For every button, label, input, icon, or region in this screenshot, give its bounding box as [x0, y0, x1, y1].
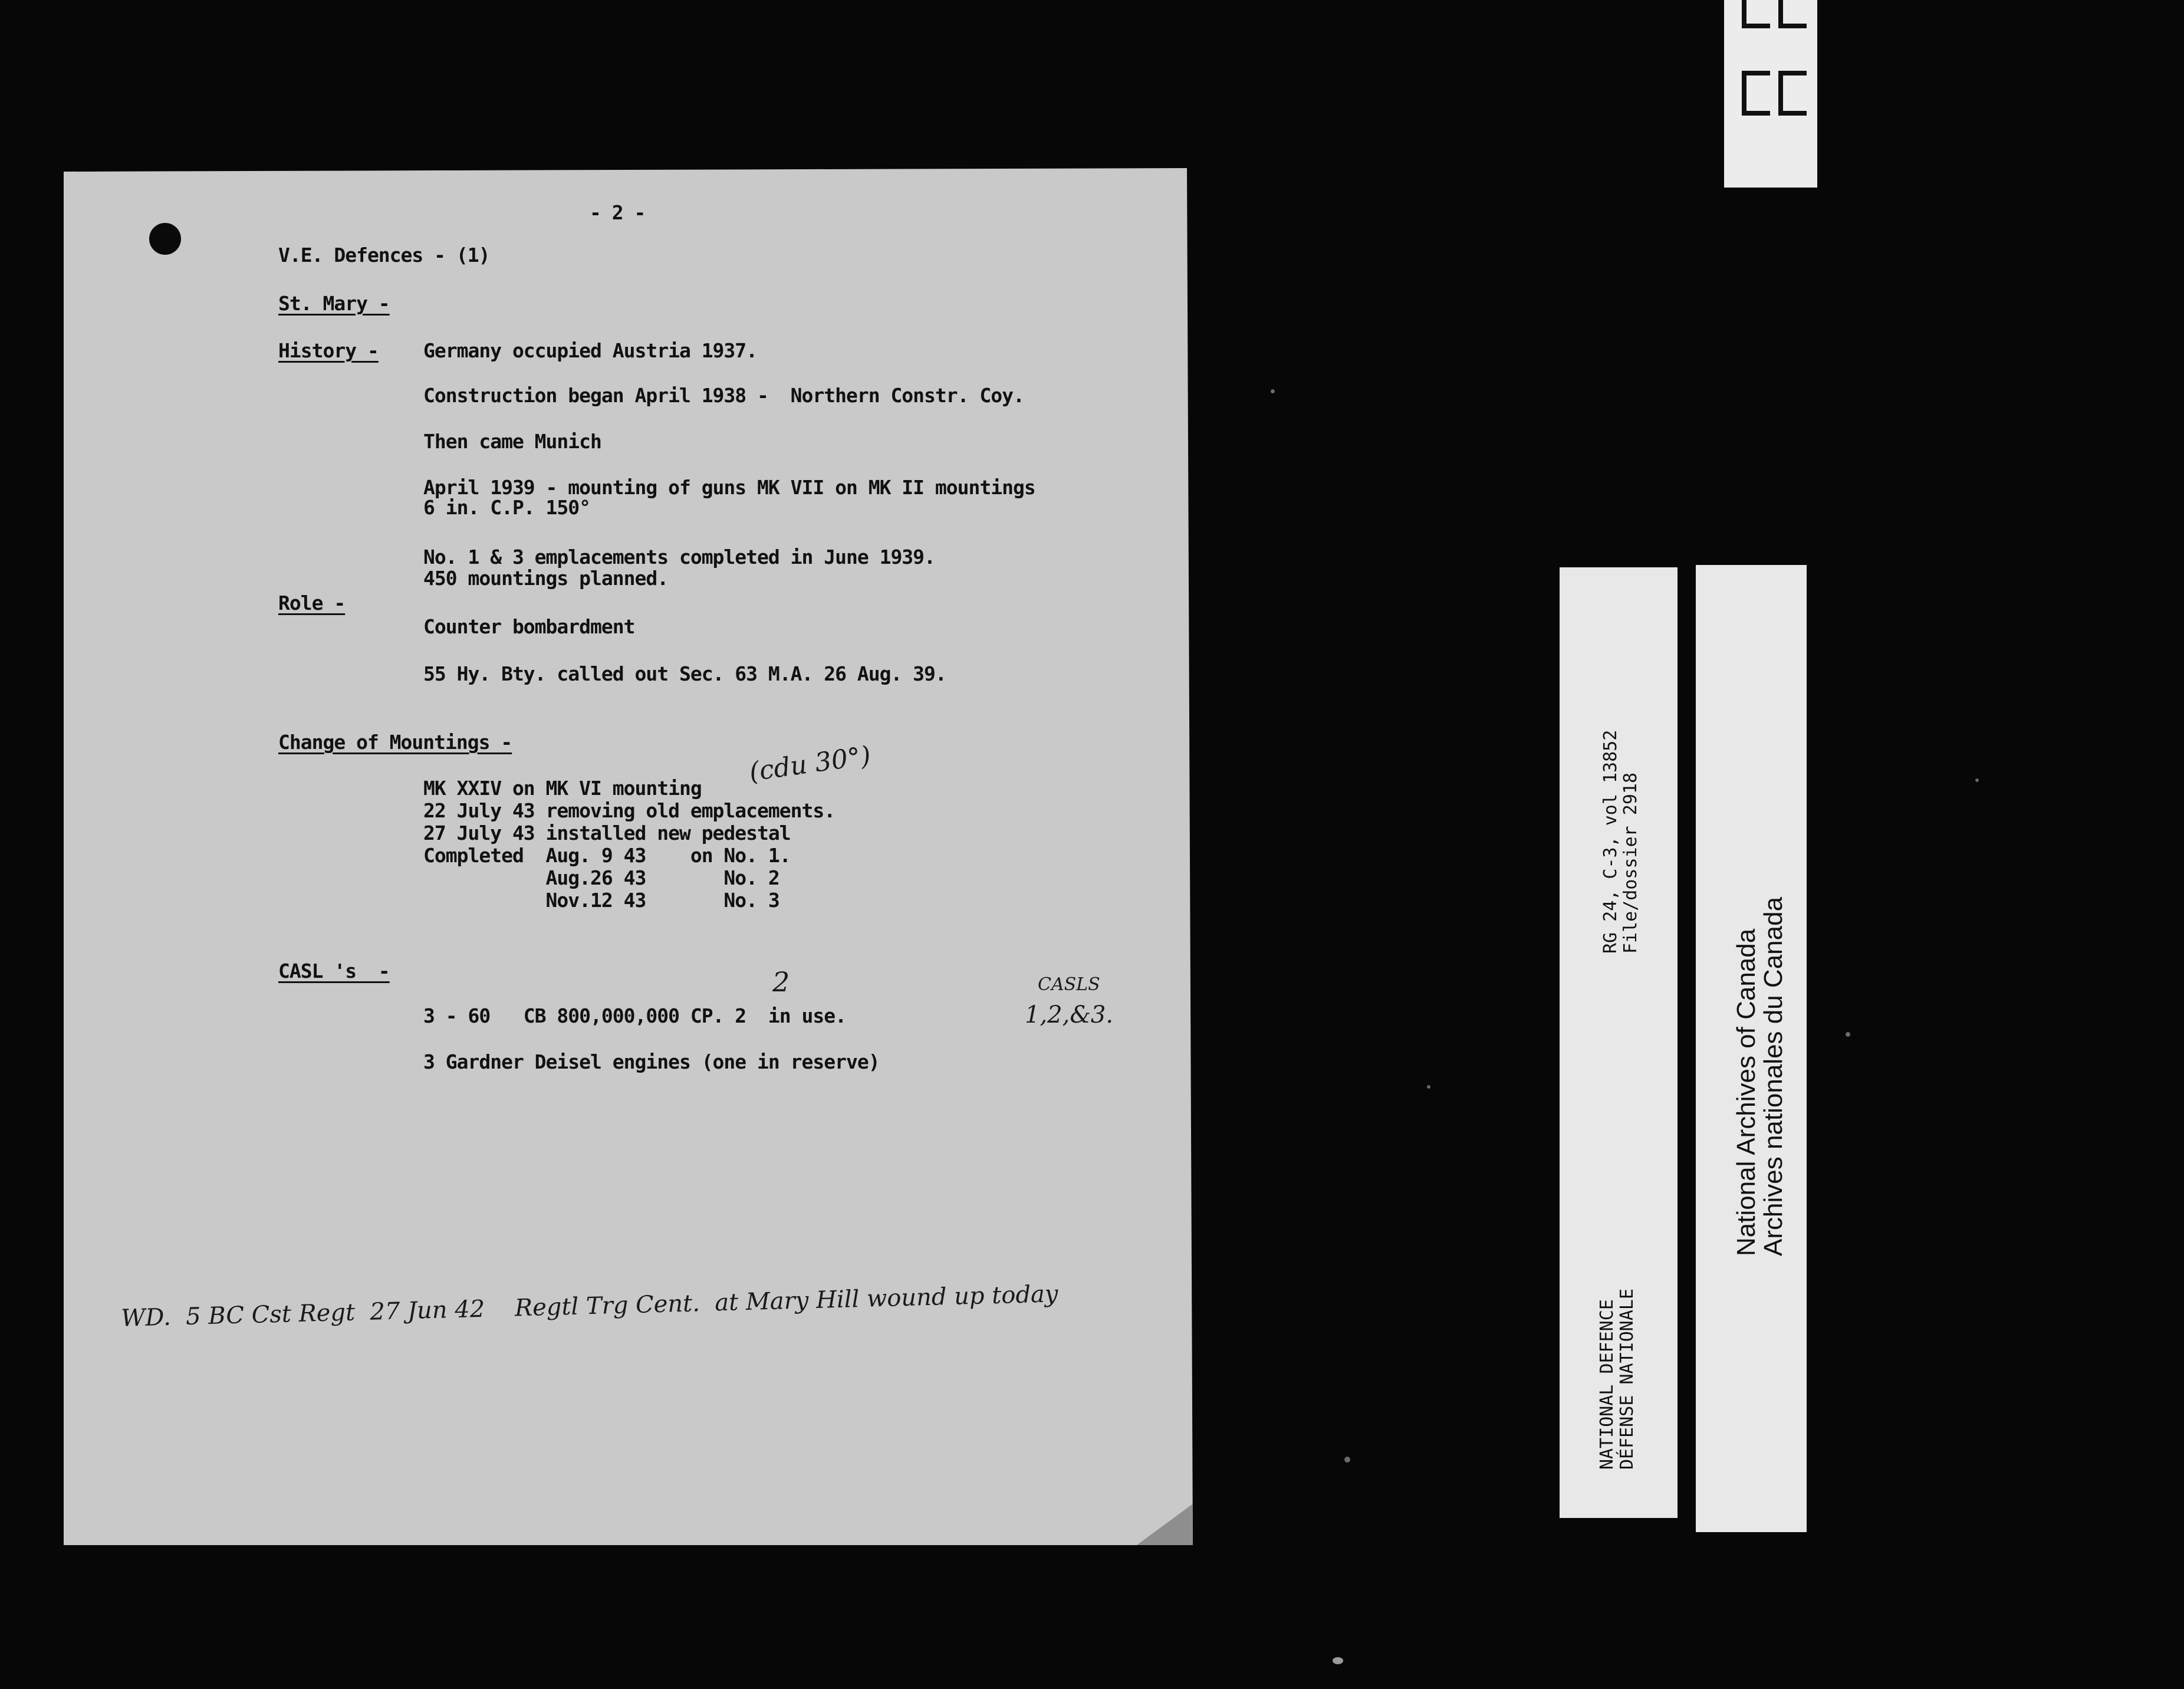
archive-label-national-archives [1696, 565, 1807, 1532]
casl-line: 3 - 60 CB 800,000,000 CP. 2 in use. [423, 1004, 846, 1027]
change-line: Completed Aug. 9 43 on No. 1. [423, 844, 791, 867]
change-line: 27 July 43 installed new pedestal [423, 822, 791, 844]
change-line: Nov.12 43 No. 3 [423, 889, 779, 912]
film-frame-tag [1724, 0, 1817, 188]
handwritten-annotation: (cdu 30°) [747, 740, 873, 788]
change-line: 22 July 43 removing old emplacements. [423, 799, 836, 822]
history-label: History - [278, 339, 379, 362]
archives-line: National Archives of Canada [1732, 928, 1761, 1256]
casl-label: CASL 's - [278, 959, 390, 982]
film-speck [1344, 1457, 1350, 1463]
history-line: 450 mountings planned. [423, 567, 669, 590]
film-speck [1271, 389, 1275, 393]
history-line: Construction began April 1938 - Northern Constr. Coy. [423, 384, 1024, 407]
film-speck [1333, 1657, 1343, 1664]
film-speck [1427, 1085, 1430, 1089]
history-line: April 1939 - mounting of guns MK VII on MK II mountings [423, 476, 1035, 499]
change-line: MK XXIV on MK VI mounting [423, 777, 702, 800]
history-line: Then came Munich [423, 430, 601, 453]
film-speck [1846, 1032, 1850, 1037]
archive-label-national-defence [1560, 567, 1678, 1518]
dept-line: DÉFENSE NATIONALE [1617, 1288, 1637, 1470]
punch-hole [149, 223, 181, 255]
role-line: Counter bombardment [423, 615, 635, 638]
tag-glyph [1742, 0, 1770, 28]
archives-line: Archives nationales du Canada [1759, 896, 1788, 1256]
dept-line: NATIONAL DEFENCE [1597, 1299, 1617, 1470]
role-label: Role - [278, 592, 346, 615]
page-corner-fold [1137, 1504, 1193, 1545]
reference-line: RG 24, C-3, vol 13852 [1600, 730, 1621, 954]
history-line: Germany occupied Austria 1937. [423, 339, 758, 362]
tag-glyph [1778, 0, 1807, 28]
reference-line: File/dossier 2918 [1620, 772, 1641, 954]
change-label: Change of Mountings - [278, 731, 512, 754]
handwritten-annotation: CASLS [1038, 974, 1100, 995]
page-number: - 2 - [590, 201, 646, 224]
site-heading: St. Mary - [278, 292, 390, 315]
casl-line: 3 Gardner Deisel engines (one in reserve) [423, 1050, 880, 1073]
handwritten-annotation: 2 [772, 966, 790, 998]
role-line: 55 Hy. Bty. called out Sec. 63 M.A. 26 Aug. 39. [423, 662, 946, 685]
tag-glyph [1778, 71, 1807, 116]
doc-heading: V.E. Defences - (1) [278, 244, 490, 267]
change-line: Aug.26 43 No. 2 [423, 866, 779, 889]
history-line: No. 1 & 3 emplacements completed in June 1939. [423, 546, 935, 569]
handwritten-footnote: WD. 5 BC Cst Regt 27 Jun 42 Regtl Trg Cent. at Mary Hill wound up today [120, 1280, 1058, 1332]
handwritten-annotation: 1,2,&3. [1025, 1001, 1114, 1028]
film-speck [1975, 778, 1979, 782]
history-line: 6 in. C.P. 150° [423, 496, 591, 519]
tag-glyph [1742, 71, 1770, 116]
